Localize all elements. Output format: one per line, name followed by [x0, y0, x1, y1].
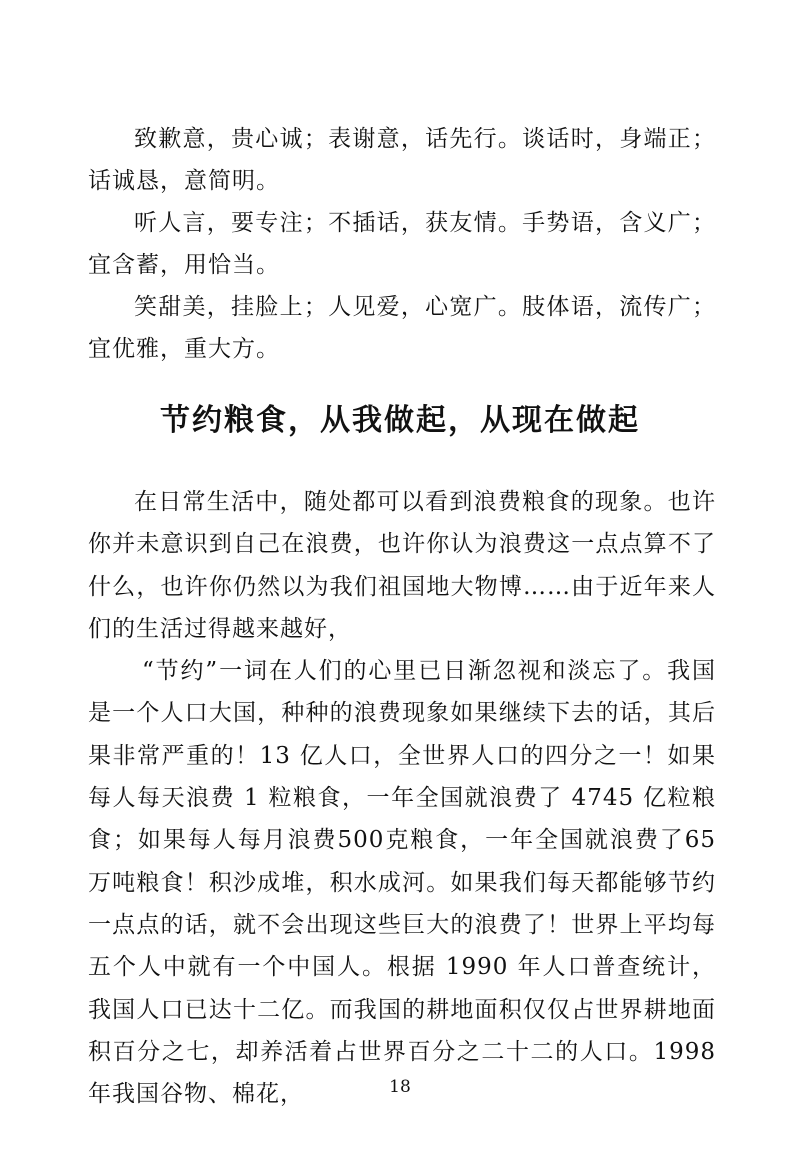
section-title: 节约粮食，从我做起，从现在做起: [160, 403, 640, 438]
essay-paragraph-intro: 在日常生活中，随处都可以看到浪费粮食的现象。也许你并未意识到自己在浪费，也许你认为浪费这一点点算不了什么，也许你仍然以为我们祖国地大物博……由于近年来人们的生活过得越来越好，: [88, 489, 716, 642]
verse-paragraph-apology: 致歉意，贵心诚；表谢意，话先行。谈话时，身端正；话诚恳，意简明。: [88, 126, 716, 194]
verse-paragraph-smile: 笑甜美，挂脸上；人见爱，心宽广。肢体语，流传广；宜优雅，重大方。: [88, 294, 716, 362]
page-number: 18: [389, 1077, 411, 1097]
essay-body: [88, 481, 716, 1115]
etiquette-verse: [88, 118, 716, 370]
essay-paragraph-statistics: “节约”一词在人们的心里已日渐忽视和淡忘了。我国是一个人口大国，种种的浪费现象如果继续下去的话，其后果非常严重的！13 亿人口，全世界人口的四分之一！如果每人每天浪费 1 粒粮食，一年全国就浪费了 4745 亿粒粮食；如果每人每月浪费500克粮食，一年全国就浪费了65万吨粮食！积沙成堆，积水成河。如果我们每天都能够节约一点点的话，就不会出现这些巨大的浪费了！世界上平均每五个人中就有一个中国人。根据 1990 年人口普查统计，我国人口已达十二亿。而我国的耕地面积仅仅占世界耕地面积百分之七，却养活着占世界百分之二十二的人口。1998 年我国谷物、棉花，: [88, 658, 716, 1108]
verse-paragraph-listening: 听人言，要专注；不插话，获友情。手势语，含义广；宜含蓄，用恰当。: [88, 210, 716, 278]
